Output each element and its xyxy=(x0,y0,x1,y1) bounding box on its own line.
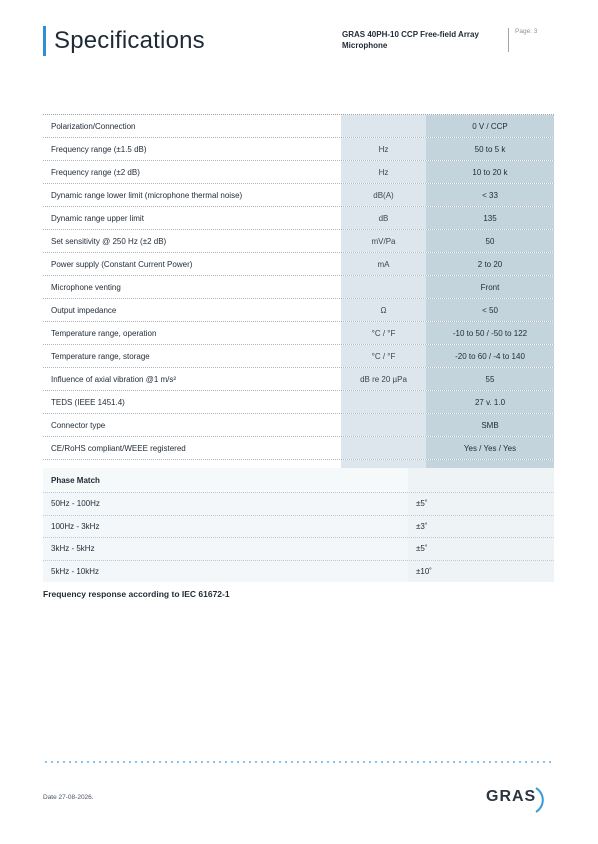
spec-row xyxy=(43,299,554,322)
phase-match-heading: Phase Match xyxy=(43,468,408,492)
phase-match-header xyxy=(43,468,554,492)
phase-value: ±5˚ xyxy=(416,499,428,509)
spec-unit: mV/Pa xyxy=(341,230,426,252)
spec-unit: Hz xyxy=(341,161,426,183)
spec-label: Temperature range, operation xyxy=(43,322,341,344)
phase-value: ±10˚ xyxy=(416,566,432,576)
spec-label: Dynamic range lower limit (microphone thermal noise) xyxy=(43,184,341,206)
phase-match-row xyxy=(43,537,554,560)
spec-row xyxy=(43,414,554,437)
spec-label: CE/RoHS compliant/WEEE registered xyxy=(43,437,341,459)
phase-value: ±3˚ xyxy=(416,521,428,531)
spec-unit xyxy=(341,276,426,298)
spec-unit: Ω xyxy=(341,299,426,321)
logo-arc-icon xyxy=(486,782,548,816)
phase-match-row xyxy=(43,560,554,583)
spec-value: 2 to 20 xyxy=(426,253,554,275)
spec-label: Output impedance xyxy=(43,299,341,321)
spec-row xyxy=(43,161,554,184)
spec-value: Front xyxy=(426,276,554,298)
spec-value: < 50 xyxy=(426,299,554,321)
spec-row xyxy=(43,253,554,276)
spec-row xyxy=(43,437,554,460)
spec-value: SMB xyxy=(426,414,554,436)
spec-row xyxy=(43,391,554,414)
gras-logo xyxy=(486,782,548,816)
spec-row xyxy=(43,207,554,230)
spec-row xyxy=(43,322,554,345)
spec-unit: °C / °F xyxy=(341,322,426,344)
phase-match-row xyxy=(43,515,554,538)
footer-dotted-divider xyxy=(43,761,554,763)
spec-value: -10 to 50 / -50 to 122 xyxy=(426,322,554,344)
spec-row xyxy=(43,368,554,391)
spec-row xyxy=(43,138,554,161)
spec-label: Frequency range (±2 dB) xyxy=(43,161,341,183)
spec-unit: mA xyxy=(341,253,426,275)
spec-label: Temperature range, storage xyxy=(43,345,341,367)
phase-range: 5kHz - 10kHz xyxy=(43,561,408,583)
specifications-table xyxy=(43,114,554,483)
spec-label: Set sensitivity @ 250 Hz (±2 dB) xyxy=(43,230,341,252)
spec-unit: Hz xyxy=(341,138,426,160)
spec-value: -20 to 60 / -4 to 140 xyxy=(426,345,554,367)
spec-unit: °C / °F xyxy=(341,345,426,367)
document-date: Date 27-08-2026. xyxy=(43,794,94,801)
spec-unit xyxy=(341,414,426,436)
spec-label: Connector type xyxy=(43,414,341,436)
phase-match-table xyxy=(43,468,554,582)
spec-value: 50 to 5 k xyxy=(426,138,554,160)
gras-logo-text: GRAS xyxy=(486,788,537,805)
product-name: GRAS 40PH-10 CCP Free-field Array Microphone xyxy=(342,30,479,50)
spec-row xyxy=(43,230,554,253)
phase-range: 100Hz - 3kHz xyxy=(43,516,408,538)
phase-range: 3kHz - 5kHz xyxy=(43,538,408,560)
page-number: Page: 3 xyxy=(515,28,538,35)
phase-value: ±5˚ xyxy=(416,544,428,554)
spec-label: Microphone venting xyxy=(43,276,341,298)
spec-unit: dB(A) xyxy=(341,184,426,206)
spec-row xyxy=(43,184,554,207)
spec-value: 10 to 20 k xyxy=(426,161,554,183)
spec-label: Dynamic range upper limit xyxy=(43,207,341,229)
spec-row xyxy=(43,345,554,368)
spec-value: 135 xyxy=(426,207,554,229)
spec-label: Influence of axial vibration @1 m/s² xyxy=(43,368,341,390)
spec-label: Power supply (Constant Current Power) xyxy=(43,253,341,275)
frequency-response-note: Frequency response according to IEC 61672-1 xyxy=(43,589,230,599)
spec-value: < 33 xyxy=(426,184,554,206)
spec-label: TEDS (IEEE 1451.4) xyxy=(43,391,341,413)
spec-value: 0 V / CCP xyxy=(426,115,554,137)
phase-match-row xyxy=(43,492,554,515)
phase-range: 50Hz - 100Hz xyxy=(43,493,408,515)
spec-unit xyxy=(341,437,426,459)
header-divider xyxy=(508,28,509,52)
spec-value: 50 xyxy=(426,230,554,252)
spec-unit xyxy=(341,115,426,137)
spec-unit: dB xyxy=(341,207,426,229)
spec-value: 55 xyxy=(426,368,554,390)
spec-row xyxy=(43,276,554,299)
spec-unit: dB re 20 µPa xyxy=(341,368,426,390)
spec-value: Yes / Yes / Yes xyxy=(426,437,554,459)
spec-label: Frequency range (±1.5 dB) xyxy=(43,138,341,160)
page-title: Specifications xyxy=(54,27,205,54)
title-accent-bar xyxy=(43,26,46,56)
spec-unit xyxy=(341,391,426,413)
spec-value: 27 v. 1.0 xyxy=(426,391,554,413)
spec-row xyxy=(43,115,554,138)
spec-label: Polarization/Connection xyxy=(43,115,341,137)
phase-match-rows xyxy=(43,492,554,582)
